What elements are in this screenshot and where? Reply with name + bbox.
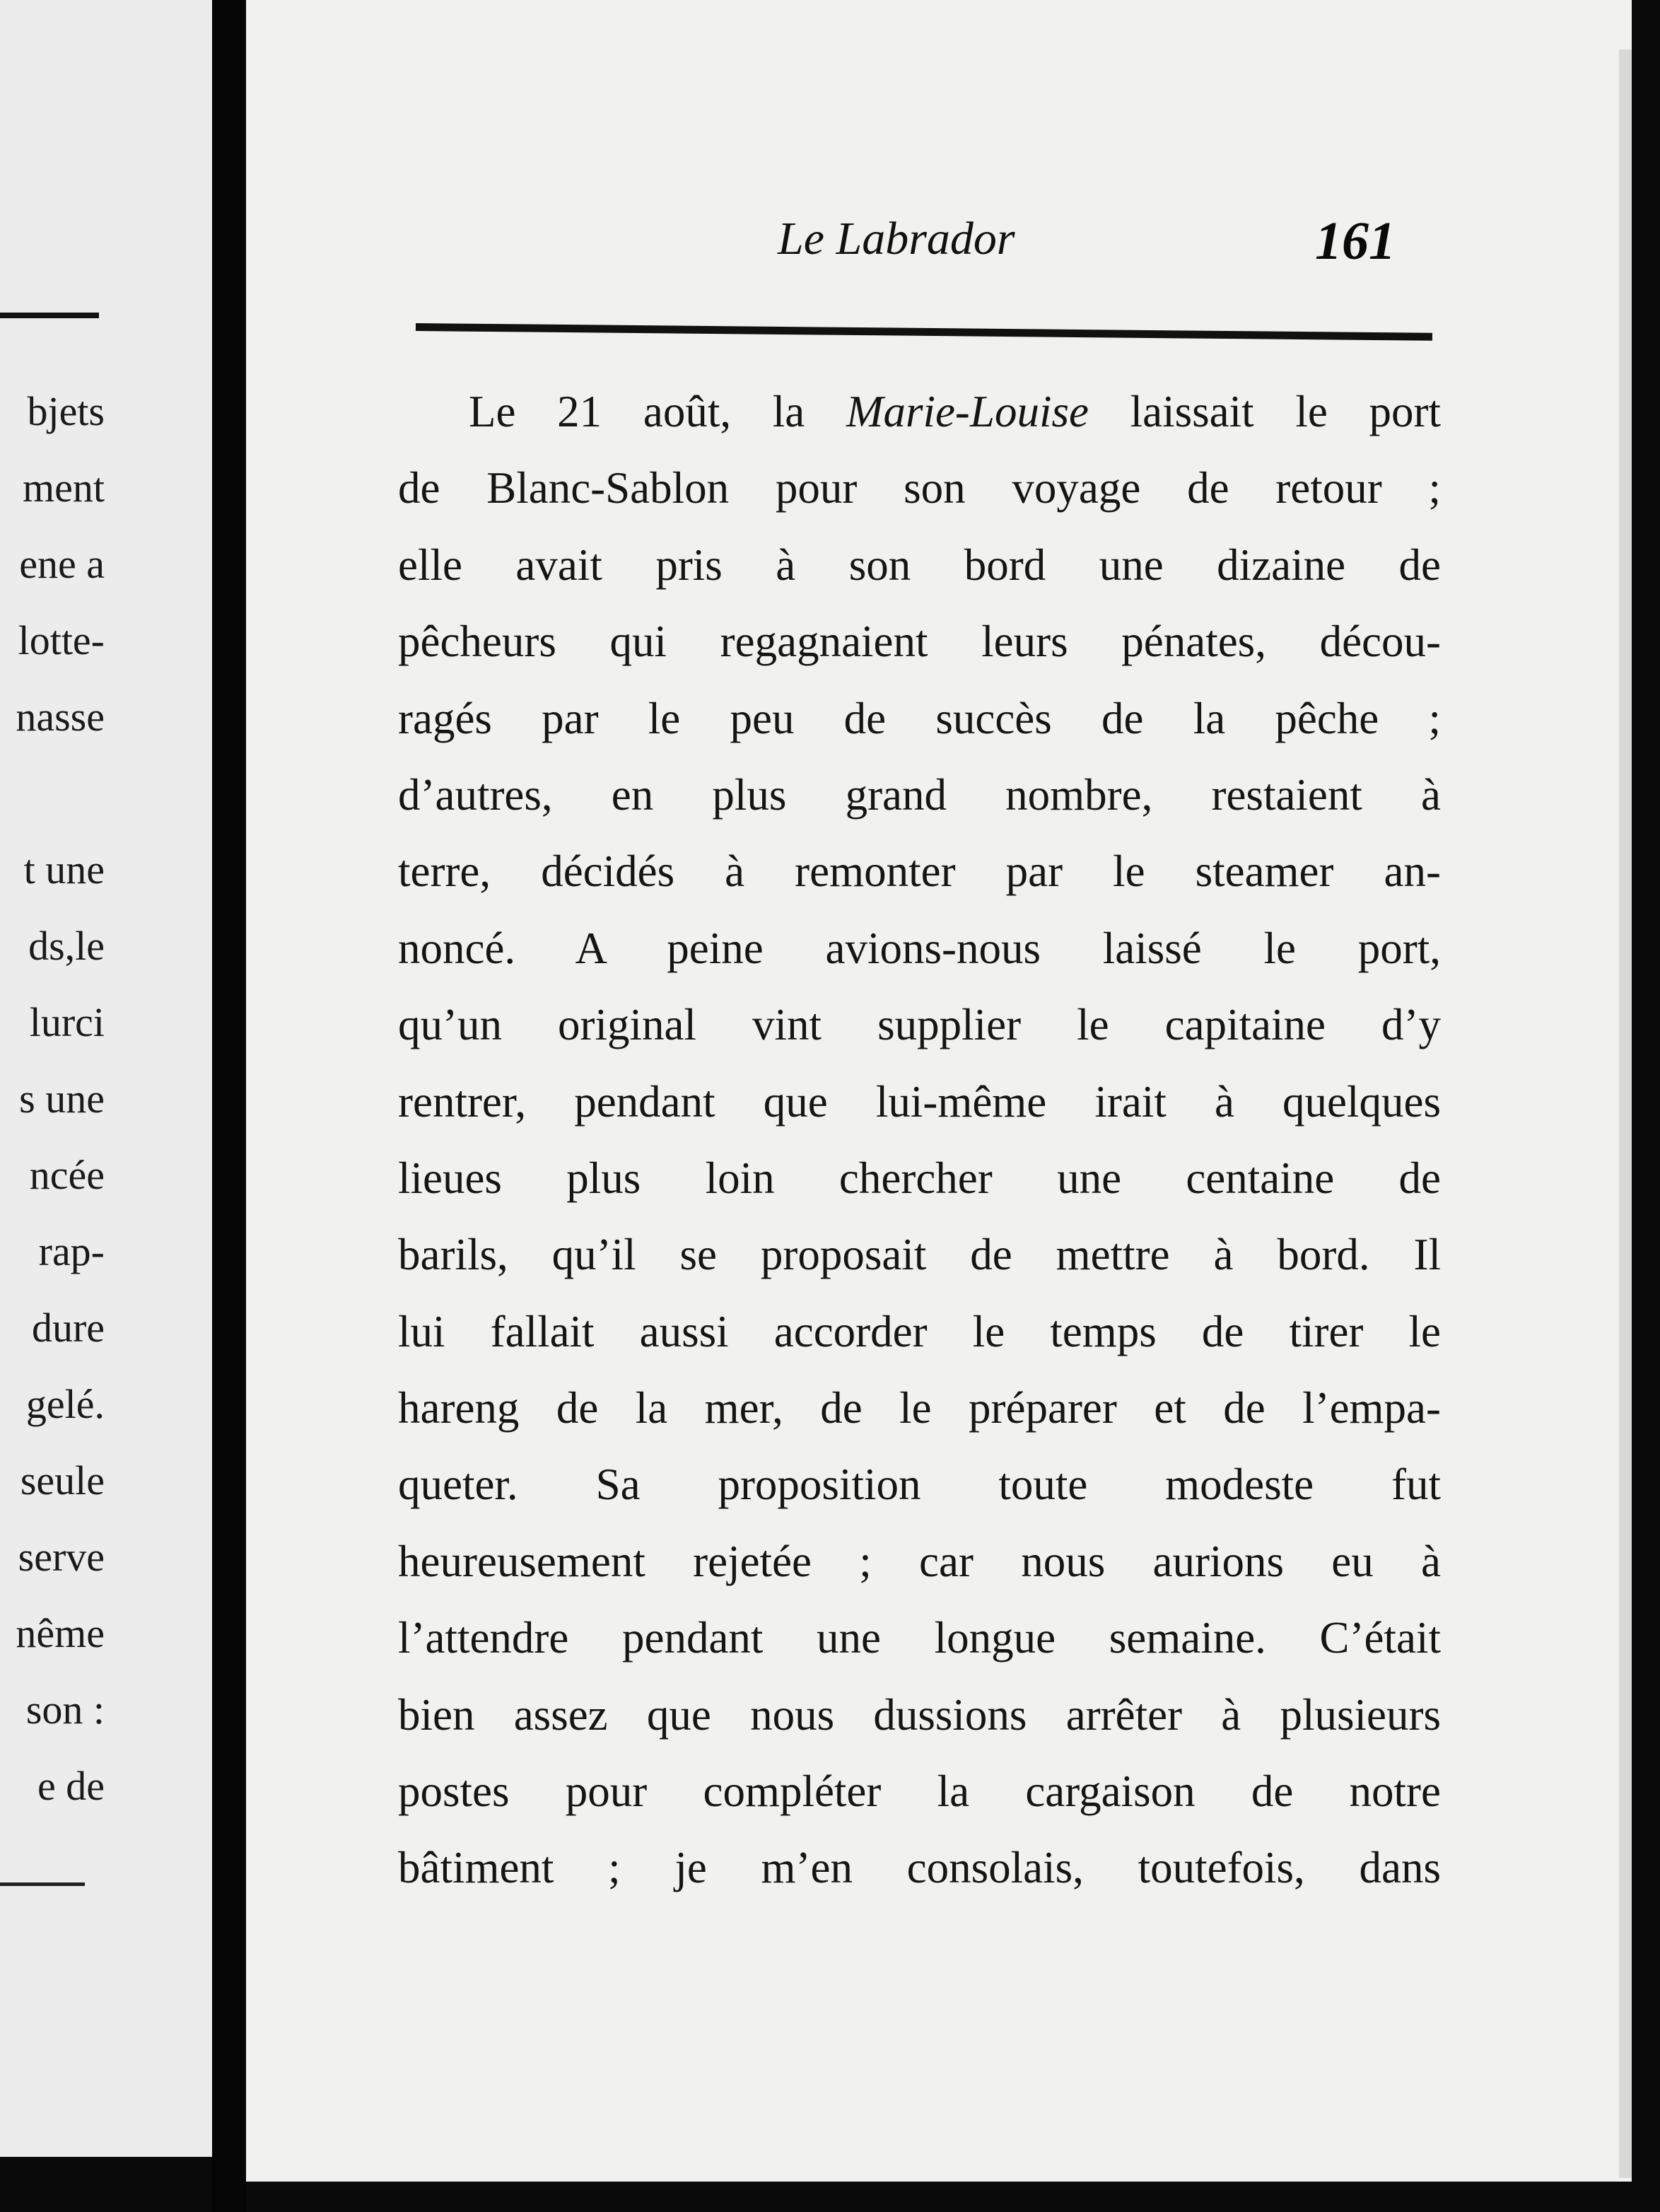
left-line: e de <box>37 1763 105 1809</box>
text-span: laissait le port <box>1088 387 1441 436</box>
running-head: Le Labrador <box>778 213 1015 264</box>
left-line: ene a <box>19 541 105 587</box>
left-line: gelé. <box>25 1381 105 1427</box>
header-rule <box>416 323 1432 341</box>
text-line: de Blanc-Sablon pour son voyage de retour ; <box>398 463 1441 513</box>
text-line: pêcheurs qui regagnaient leurs pénates, décou- <box>398 617 1441 667</box>
text-line: terre, décidés à remonter par le steamer an- <box>398 846 1441 897</box>
text-line: postes pour compléter la cargaison de notre <box>398 1766 1441 1817</box>
text-line: l’attendre pendant une longue semaine. C’était <box>398 1613 1441 1663</box>
text-line: rentrer, pendant que lui-même irait à quelques <box>398 1076 1441 1127</box>
left-line: lurci <box>29 999 105 1045</box>
text-line: queter. Sa proposition toute modeste fut <box>398 1460 1441 1510</box>
ship-name: Marie-Louise <box>846 387 1089 436</box>
body-text <box>398 373 1441 1907</box>
left-page-rule <box>0 313 99 318</box>
text-line <box>398 373 1441 450</box>
left-line: son : <box>25 1687 105 1733</box>
left-line: serve <box>18 1534 105 1580</box>
text-line: barils, qu’il se proposait de mettre à bord. Il <box>398 1230 1441 1280</box>
text-line: heureusement rejetée ; car nous aurions eu à <box>398 1536 1441 1586</box>
text-line: hareng de la mer, de le préparer et de l’empa- <box>398 1383 1441 1433</box>
left-line: s une <box>19 1076 105 1122</box>
text-line: noncé. A peine avions-nous laissé le port, <box>398 923 1441 973</box>
text-line: bien assez que nous dussions arrêter à plusieurs <box>398 1689 1441 1740</box>
left-line: nasse <box>16 694 105 740</box>
text-line: lieues plus loin chercher une centaine de <box>398 1153 1441 1203</box>
left-line: ds,le <box>28 923 105 969</box>
text-span: Le 21 août, la <box>469 387 846 436</box>
page-number: 161 <box>1315 211 1396 271</box>
left-line: nême <box>16 1610 105 1656</box>
left-line <box>0 755 105 832</box>
left-page-text <box>0 373 105 1824</box>
text-line: ragés par le peu de succès de la pêche ; <box>398 693 1441 743</box>
left-line: ncée <box>29 1152 105 1198</box>
left-line: lotte- <box>18 617 105 663</box>
left-line: seule <box>20 1457 105 1503</box>
text-line: lui fallait aussi accorder le temps de tirer le <box>398 1306 1441 1356</box>
left-line: bjets <box>27 388 105 434</box>
book-gutter <box>212 0 246 2212</box>
right-page <box>246 0 1632 2182</box>
text-line: qu’un original vint supplier le capitaine d’y <box>398 1000 1441 1050</box>
left-line: ment <box>23 465 105 511</box>
left-line: rap- <box>38 1228 105 1274</box>
left-line: dure <box>31 1305 105 1351</box>
left-page <box>0 0 212 2157</box>
left-page-bottom-rule <box>0 1882 85 1886</box>
text-line: bâtiment ; je m’en consolais, toutefois, dans <box>398 1843 1441 1893</box>
left-line: t une <box>23 846 105 892</box>
text-line: d’autres, en plus grand nombre, restaient à <box>398 769 1441 820</box>
text-line: elle avait pris à son bord une dizaine de <box>398 540 1441 590</box>
page-edge <box>1619 50 1632 2178</box>
